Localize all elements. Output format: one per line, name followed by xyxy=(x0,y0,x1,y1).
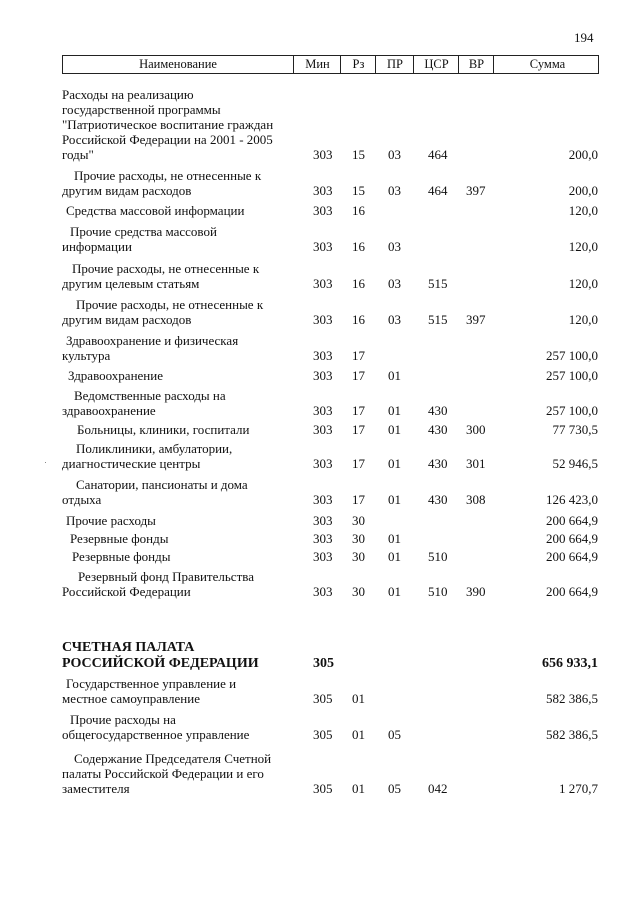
row-sum: 120,0 xyxy=(568,203,598,218)
table-row xyxy=(0,202,640,218)
row-sum: 126 423,0 xyxy=(546,492,598,507)
row-csr: 042 xyxy=(428,781,448,796)
row-min: 303 xyxy=(313,312,333,327)
row-name: Прочие средства массовой информации xyxy=(62,224,217,254)
row-rz: 30 xyxy=(352,513,365,528)
row-vr: 300 xyxy=(466,422,486,437)
row-sum: 120,0 xyxy=(568,312,598,327)
row-pr: 01 xyxy=(388,368,401,383)
table-row xyxy=(0,569,640,599)
table-row xyxy=(0,367,640,383)
row-min: 303 xyxy=(313,239,333,254)
header-name: Наименование xyxy=(139,57,217,71)
page-number: 194 xyxy=(574,30,594,45)
row-rz: 30 xyxy=(352,584,365,599)
row-sum: 120,0 xyxy=(568,276,598,291)
row-name: Резервные фонды xyxy=(70,531,169,546)
row-name: Содержание Председателя Счетной палаты Российской Федерации и его заместителя xyxy=(62,751,272,796)
row-name: Средства массовой информации xyxy=(66,203,245,218)
row-sum: 120,0 xyxy=(568,239,598,254)
row-rz: 17 xyxy=(352,492,365,507)
row-name: Резервный фонд Правительства Российской Федерации xyxy=(62,569,254,599)
row-min: 303 xyxy=(313,183,333,198)
header-pr: ПР xyxy=(375,56,414,73)
row-min: 303 xyxy=(313,403,333,418)
row-pr: 01 xyxy=(388,584,401,599)
row-rz: 16 xyxy=(352,203,365,218)
table-row xyxy=(0,261,640,291)
row-name: Поликлиники, амбулатории, диагностические центры xyxy=(62,441,233,471)
row-rz: 17 xyxy=(352,456,365,471)
row-pr: 01 xyxy=(388,549,401,564)
table-row xyxy=(0,477,640,507)
row-sum: 257 100,0 xyxy=(546,368,598,383)
row-name: Прочие расходы, не отнесенные к другим видам расходов xyxy=(62,168,262,198)
row-csr: 430 xyxy=(428,456,448,471)
row-name: Здравоохранение и физическая культура xyxy=(62,333,239,363)
header-min: Мин xyxy=(293,56,341,73)
row-sum: 1 270,7 xyxy=(559,781,598,796)
table-row xyxy=(0,750,640,796)
row-sum: 257 100,0 xyxy=(546,348,598,363)
row-rz: 17 xyxy=(352,422,365,437)
row-rz: 01 xyxy=(352,691,365,706)
row-pr: 01 xyxy=(388,422,401,437)
row-pr: 05 xyxy=(388,727,401,742)
row-rz: 30 xyxy=(352,549,365,564)
row-csr: 464 xyxy=(428,147,448,162)
row-name: Ведомственные расходы на здравоохранение xyxy=(62,388,226,418)
row-csr: 510 xyxy=(428,584,448,599)
row-sum: 200 664,9 xyxy=(546,531,598,546)
table-row xyxy=(0,441,640,471)
table-row xyxy=(0,168,640,198)
table-row xyxy=(0,512,640,528)
row-min: 303 xyxy=(313,584,333,599)
row-name: Больницы, клиники, госпитали xyxy=(77,422,250,437)
row-vr: 397 xyxy=(466,312,486,327)
row-rz: 01 xyxy=(352,781,365,796)
row-pr: 03 xyxy=(388,183,401,198)
row-pr: 03 xyxy=(388,147,401,162)
row-name: Прочие расходы, не отнесенные к другим видам расходов xyxy=(62,297,264,327)
table-row xyxy=(0,388,640,418)
row-vr: 390 xyxy=(466,584,486,599)
row-vr: 308 xyxy=(466,492,486,507)
header-csr: ЦСР xyxy=(413,56,459,73)
row-sum: 582 386,5 xyxy=(546,691,598,706)
row-min: 303 xyxy=(313,422,333,437)
table-row xyxy=(0,224,640,254)
row-sum: 257 100,0 xyxy=(546,403,598,418)
row-name: Прочие расходы, не отнесенные к другим целевым статьям xyxy=(62,261,260,291)
table-header xyxy=(62,55,599,74)
table-row xyxy=(0,676,640,706)
row-min: 303 xyxy=(313,492,333,507)
table-row xyxy=(0,530,640,546)
row-min: 303 xyxy=(313,203,333,218)
row-sum: 52 946,5 xyxy=(552,456,598,471)
row-vr: 301 xyxy=(466,456,486,471)
table-row xyxy=(0,421,640,437)
row-name: Государственное управление и местное самоуправление xyxy=(62,676,237,706)
row-min: 303 xyxy=(313,276,333,291)
row-pr: 01 xyxy=(388,492,401,507)
table-row-section xyxy=(0,638,640,672)
row-name: Прочие расходы на общегосударственное управление xyxy=(62,712,250,742)
row-sum: 200 664,9 xyxy=(546,549,598,564)
row-rz: 17 xyxy=(352,348,365,363)
row-name: Санатории, пансионаты и дома отдыха xyxy=(62,477,248,507)
row-min: 303 xyxy=(313,513,333,528)
table-row xyxy=(0,548,640,564)
table-row xyxy=(0,712,640,742)
row-sum: 77 730,5 xyxy=(552,422,598,437)
table-row xyxy=(0,84,640,162)
row-rz: 17 xyxy=(352,368,365,383)
row-min: 305 xyxy=(313,727,333,742)
table-row xyxy=(0,297,640,327)
row-name: Расходы на реализацию государственной программы "Патриотическое воспитание граждан Российской Федерации на 2001 - 2005 годы" xyxy=(62,87,274,162)
row-vr: 397 xyxy=(466,183,486,198)
table-row xyxy=(0,333,640,363)
row-rz: 15 xyxy=(352,183,365,198)
row-sum: 200,0 xyxy=(568,183,598,198)
row-min: 305 xyxy=(313,691,333,706)
row-min: 303 xyxy=(313,147,333,162)
row-csr: 510 xyxy=(428,549,448,564)
header-rz: Рз xyxy=(340,56,376,73)
row-csr: 430 xyxy=(428,403,448,418)
row-pr: 03 xyxy=(388,276,401,291)
row-min: 303 xyxy=(313,456,333,471)
row-name: Здравоохранение xyxy=(68,368,163,383)
row-pr: 03 xyxy=(388,312,401,327)
row-pr: 03 xyxy=(388,239,401,254)
header-sum: Сумма xyxy=(493,56,601,73)
row-rz: 17 xyxy=(352,403,365,418)
row-min: 305 xyxy=(313,781,333,796)
row-rz: 15 xyxy=(352,147,365,162)
row-pr: 01 xyxy=(388,456,401,471)
row-csr: 464 xyxy=(428,183,448,198)
row-csr: 430 xyxy=(428,422,448,437)
row-min: 305 xyxy=(313,656,334,671)
row-min: 303 xyxy=(313,348,333,363)
row-rz: 16 xyxy=(352,312,365,327)
row-sum: 200 664,9 xyxy=(546,584,598,599)
row-pr: 01 xyxy=(388,531,401,546)
row-rz: 16 xyxy=(352,276,365,291)
row-pr: 01 xyxy=(388,403,401,418)
row-min: 303 xyxy=(313,549,333,564)
row-csr: 515 xyxy=(428,276,448,291)
row-rz: 16 xyxy=(352,239,365,254)
row-csr: 430 xyxy=(428,492,448,507)
row-sum: 656 933,1 xyxy=(542,656,598,671)
row-min: 303 xyxy=(313,368,333,383)
row-sum: 200,0 xyxy=(568,147,598,162)
row-rz: 01 xyxy=(352,727,365,742)
row-min: 303 xyxy=(313,531,333,546)
row-name: СЧЕТНАЯ ПАЛАТА РОССИЙСКОЙ ФЕДЕРАЦИИ xyxy=(62,640,259,671)
row-sum: 200 664,9 xyxy=(546,513,598,528)
row-rz: 30 xyxy=(352,531,365,546)
row-sum: 582 386,5 xyxy=(546,727,598,742)
row-csr: 515 xyxy=(428,312,448,327)
row-name: Прочие расходы xyxy=(66,513,156,528)
row-pr: 05 xyxy=(388,781,401,796)
header-vr: ВР xyxy=(458,56,494,73)
row-name: Резервные фонды xyxy=(72,549,171,564)
